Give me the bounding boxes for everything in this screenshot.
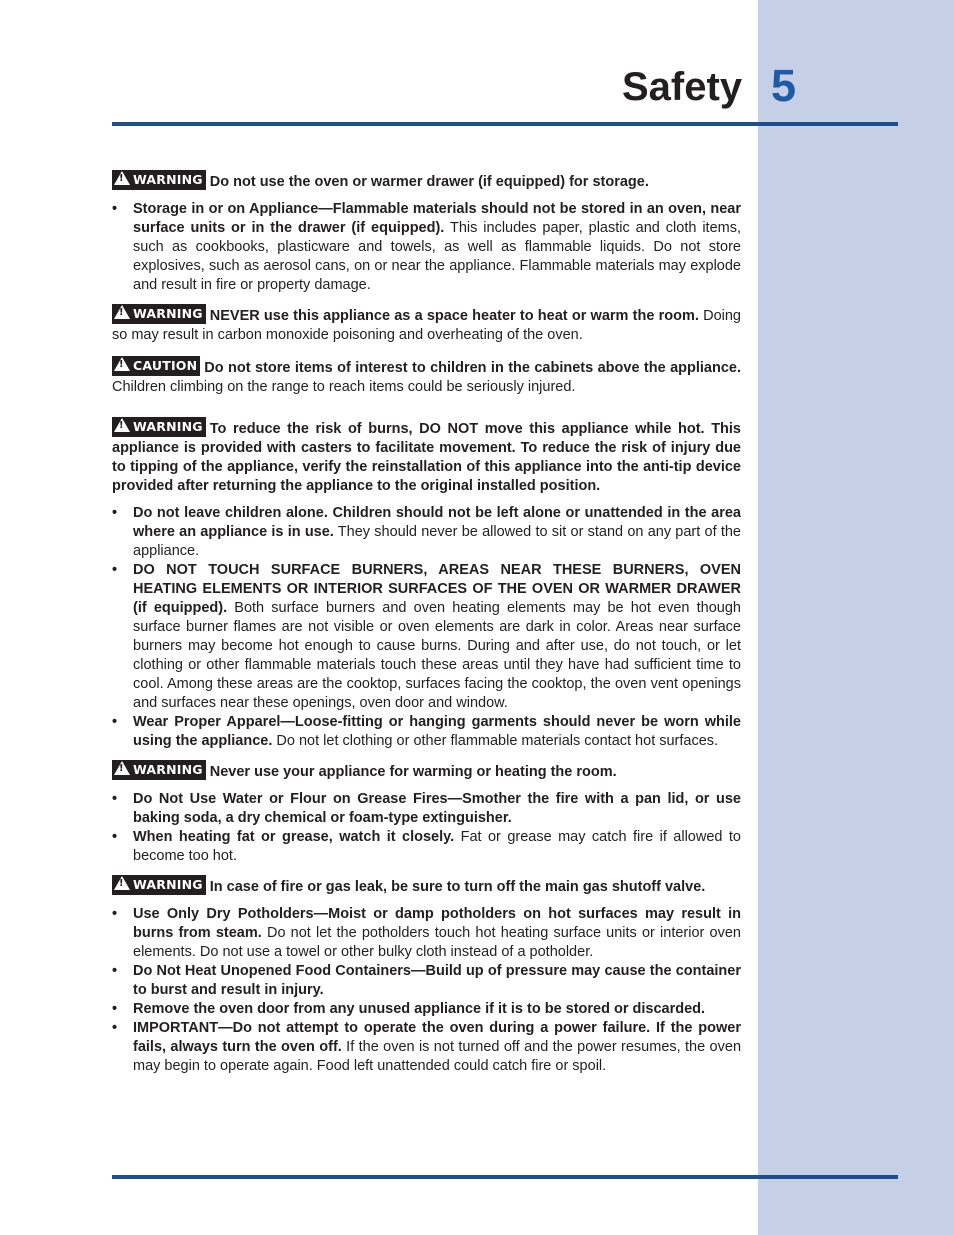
list-item: • Wear Proper Apparel—Loose-fitting or hanging garments should never be worn while using the appliance. Do not let clothing or other flammable materials contact hot surfaces. — [112, 713, 741, 751]
bullet-list — [112, 504, 741, 751]
caution-badge: !CAUTION — [112, 356, 200, 376]
list-item: • Do Not Use Water or Flour on Grease Fires—Smother the fire with a pan lid, or use baking soda, a dry chemical or foam-type extinguisher. — [112, 790, 741, 828]
bullet-list — [112, 905, 741, 1076]
bottom-divider — [112, 1175, 898, 1179]
warning-triangle-icon — [114, 876, 130, 890]
warning-heading: NEVER use this appliance as a space heater to heat or warm the room. — [209, 308, 699, 324]
top-divider — [112, 122, 898, 126]
warning-heading: In case of fire or gas leak, be sure to turn off the main gas shutoff valve. — [209, 879, 706, 895]
warning-heading: To reduce the risk of burns, DO NOT move this appliance while hot. This appliance is provided with casters to facilitate movement. To reduce the risk of injury due to tipping of the appliance, verify the reinstallation of this appliance into the anti-tip device provided after returning the appliance to the original installed position. — [112, 421, 741, 494]
side-band — [758, 0, 954, 1235]
caution-triangle-icon — [114, 357, 130, 371]
warning-block — [112, 170, 741, 192]
page-title: Safety — [622, 65, 743, 109]
caution-text: Children climbing on the range to reach items could be seriously injured. — [112, 379, 576, 395]
list-item: • Remove the oven door from any unused appliance if it is to be stored or discarded. — [112, 1000, 741, 1019]
list-item: • Do not leave children alone. Children should not be left alone or unattended in the area where an appliance is in use. They should never be allowed to sit or stand on any part of the appliance. — [112, 504, 741, 561]
caution-block — [112, 356, 741, 397]
list-item: • Storage in or on Appliance—Flammable materials should not be stored in an oven, near surface units or in the drawer (if equipped). This includes paper, plastic and cloth items, such as cookbooks, plasticware and towels, as well as flammable liquids. Do not store explosives, such as aerosol cans, on or near the appliance. Flammable materials may explode and result in fire or property damage. — [112, 200, 741, 295]
warning-text: Doing so may result in carbon monoxide poisoning and overheating of the oven. — [112, 308, 741, 343]
warning-badge: !WARNING — [112, 417, 206, 437]
warning-triangle-icon — [114, 761, 130, 775]
page-number: 5 — [771, 60, 797, 111]
warning-block — [112, 417, 741, 496]
warning-block — [112, 304, 741, 345]
warning-badge: !WARNING — [112, 170, 206, 190]
warning-heading: Never use your appliance for warming or heating the room. — [209, 764, 617, 780]
list-item: • Do Not Heat Unopened Food Containers—Build up of pressure may cause the container to burst and result in injury. — [112, 962, 741, 1000]
warning-triangle-icon — [114, 305, 130, 319]
warning-badge: !WARNING — [112, 875, 206, 895]
warning-triangle-icon — [114, 171, 130, 185]
caution-heading: Do not store items of interest to children in the cabinets above the appliance. — [204, 360, 741, 376]
warning-badge: !WARNING — [112, 760, 206, 780]
bullet-list — [112, 790, 741, 866]
warning-heading: Do not use the oven or warmer drawer (if equipped) for storage. — [209, 174, 649, 190]
safety-content — [112, 170, 741, 1076]
warning-badge: !WARNING — [112, 304, 206, 324]
list-item: • IMPORTANT—Do not attempt to operate the oven during a power failure. If the power fails, always turn the oven off. If the oven is not turned off and the power resumes, the oven may begin to operate again. Food left unattended could catch fire or spoil. — [112, 1019, 741, 1076]
warning-block — [112, 760, 741, 782]
bullet-list — [112, 200, 741, 295]
list-item: • Use Only Dry Potholders—Moist or damp potholders on hot surfaces may result in burns from steam. Do not let the potholders touch hot heating surface units or interior oven elements. Do not use a towel or other bulky cloth instead of a potholder. — [112, 905, 741, 962]
warning-triangle-icon — [114, 418, 130, 432]
warning-block — [112, 875, 741, 897]
list-item: • DO NOT TOUCH SURFACE BURNERS, AREAS NEAR THESE BURNERS, OVEN HEATING ELEMENTS OR INTERIOR SURFACES OF THE OVEN OR WARMER DRAWER (if equipped). Both surface burners and oven heating elements may be hot even though surface burner flames are not visible or oven elements are dark in color. Areas near surface burners may become hot enough to cause burns. During and after use, do not touch, or let clothing or other flammable materials touch these areas until they have had sufficient time to cool. Among these areas are the cooktop, surfaces facing the cooktop, the oven vent openings and surfaces near these openings, oven door and window. — [112, 561, 741, 713]
list-item: • When heating fat or grease, watch it closely. Fat or grease may catch fire if allowed to become too hot. — [112, 828, 741, 866]
